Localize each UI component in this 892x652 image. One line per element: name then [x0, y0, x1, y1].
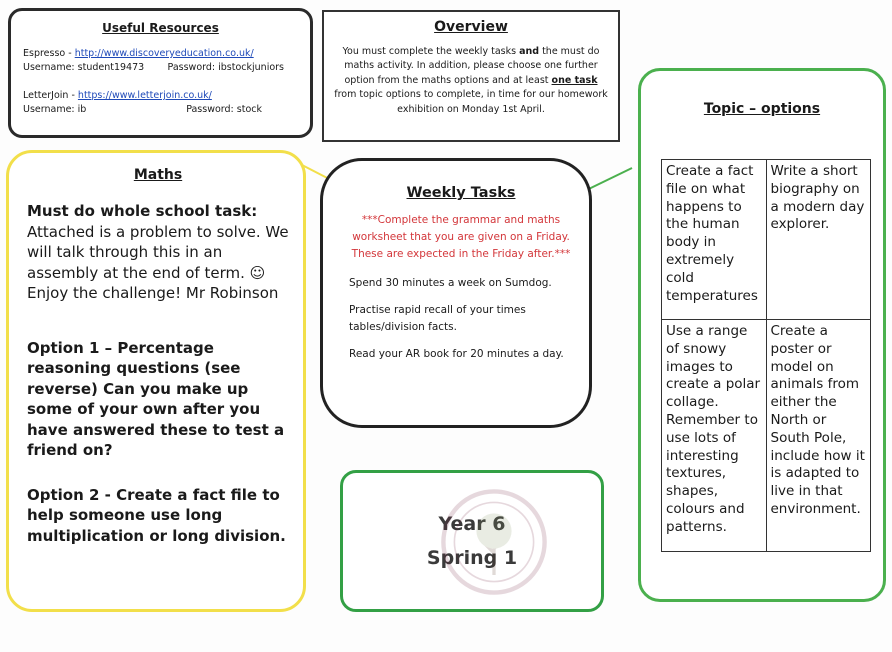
topic-option-cell: Use a range of snowy images to create a polar collage. Remember to use lots of interesting textures, shapes, colours and patterns. — [662, 320, 767, 552]
espresso-password: Password: ibstockjuniors — [167, 62, 284, 73]
topic-options-table — [661, 159, 871, 552]
must-do-heading: Must do whole school task: — [27, 202, 258, 220]
weekly-task-ar-reading: Read your AR book for 20 minutes a day. — [349, 348, 564, 360]
overview-text-part: the must do maths activity. In addition, please choose one further option from the maths options and at least — [344, 45, 600, 86]
weekly-task-times-tables: Practise rapid recall of your times tables/division facts. — [349, 304, 526, 333]
year-label: Year 6 — [438, 513, 506, 535]
espresso-credentials — [23, 61, 298, 75]
school-crest-watermark-icon — [439, 487, 549, 597]
espresso-line — [23, 47, 298, 61]
weekly-red-note: ***Complete the grammar and maths worksheet that you are given on a Friday. These are expected in the Friday after.*** — [351, 214, 571, 260]
maths-option-2: Option 2 - Create a fact file to help someone use long multiplication or long division. — [27, 485, 286, 545]
topic-options-title: Topic – options — [703, 101, 821, 117]
useful-resources-title: Useful Resources — [102, 21, 219, 35]
espresso-username: Username: student19473 — [23, 62, 145, 73]
overview-text — [334, 45, 608, 118]
overview-emphasis-one-task: one task — [551, 74, 598, 86]
topic-option-cell: Create a fact file on what happens to the human body in extremely cold temperatures — [662, 160, 767, 320]
weekly-tasks-box — [320, 158, 592, 428]
weekly-tasks-title: Weekly Tasks — [406, 185, 516, 201]
useful-resources-box — [8, 8, 313, 138]
term-label: Spring 1 — [426, 547, 518, 569]
topic-option-cell: Write a short biography on a modern day explorer. — [766, 160, 871, 320]
must-do-text: Attached is a problem to solve. We will talk through this in an assembly at the end of term. ☺ Enjoy the challenge! Mr Robinson — [27, 222, 289, 302]
letterjoin-password: Password: stock — [186, 104, 262, 115]
overview-text-part: from topic options to complete, in time for our homework exhibition on Monday 1st April. — [334, 89, 608, 115]
overview-box — [322, 10, 620, 142]
overview-emphasis-and: and — [519, 45, 540, 57]
overview-text-part: You must complete the weekly tasks — [342, 45, 520, 57]
maths-title: Maths — [133, 167, 183, 183]
overview-title: Overview — [434, 19, 508, 35]
espresso-label: Espresso - — [23, 48, 75, 59]
topic-option-cell: Create a poster or model on animals from either the North or South Pole, include how it is adapted to live in that environment. — [766, 320, 871, 552]
letterjoin-line — [23, 89, 298, 103]
weekly-task-sumdog: Spend 30 minutes a week on Sumdog. — [349, 277, 552, 289]
letterjoin-username: Username: ib — [23, 104, 87, 115]
year-term-box — [340, 470, 604, 612]
topic-options-box — [638, 68, 886, 602]
letterjoin-link[interactable]: https://www.letterjoin.co.uk/ — [77, 90, 212, 101]
maths-option-1: Option 1 – Percentage reasoning questions (see reverse) Can you make up some of your own after you have answered these to test a friend on? — [27, 338, 285, 459]
espresso-link[interactable]: http://www.discoveryeducation.co.uk/ — [74, 48, 254, 59]
letterjoin-credentials — [23, 103, 298, 117]
maths-box — [6, 150, 306, 612]
letterjoin-label: LetterJoin - — [23, 90, 78, 101]
